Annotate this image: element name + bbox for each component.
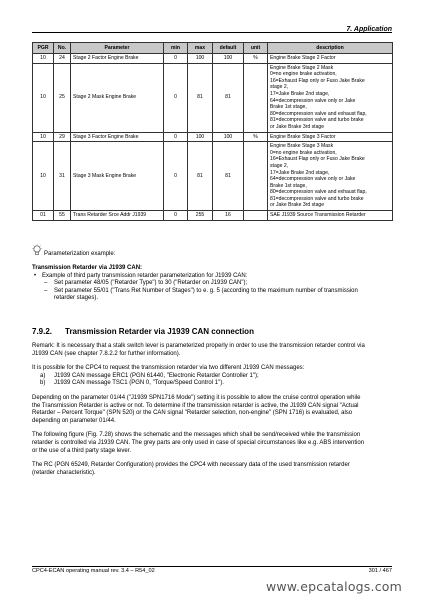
cell-max: 100 bbox=[188, 132, 213, 142]
dash-mark-1: – bbox=[44, 280, 48, 287]
remark-line-1: Remark: It is necessary that a stalk switch lever is parameterized properly in order to use the transmission retarder control via bbox=[32, 343, 365, 349]
table-row bbox=[33, 211, 393, 221]
paragraph-rc bbox=[32, 462, 392, 477]
description-line: 16=Exhaust Flap only or Fuso Jake Brake bbox=[270, 77, 365, 84]
col-header-parameter: Parameter bbox=[71, 43, 164, 54]
cell-description bbox=[268, 132, 393, 142]
example-bullet bbox=[32, 273, 392, 281]
description-line: 0=no engine brake activation, bbox=[270, 71, 337, 78]
cell-min: 0 bbox=[164, 63, 188, 132]
description-line: stage 2, bbox=[270, 162, 289, 169]
description-line: Engine Brake Stage 2 Factor bbox=[270, 55, 336, 61]
description-line: or Jake Brake 3rd stage bbox=[270, 202, 325, 209]
col-header-no: No. bbox=[54, 43, 71, 54]
cell-default: 100 bbox=[213, 54, 244, 64]
cell-pgr: 10 bbox=[33, 132, 54, 142]
description-line: Engine Brake Stage 3 Mask bbox=[270, 143, 334, 150]
paragraph-figure bbox=[32, 432, 392, 455]
table-header-row bbox=[33, 43, 393, 54]
example-subitem-1 bbox=[32, 280, 392, 288]
description-line: SAE J1939 Source Transmission Retarder bbox=[270, 212, 366, 219]
list-text-a: J1939 CAN message ERC1 (PGN 61440, "Electronic Retarder Controller 1"); bbox=[54, 372, 259, 379]
subitem-2-line-2: retarder stages). bbox=[54, 295, 99, 302]
bullet-mark: • bbox=[34, 272, 37, 279]
cell-min: 0 bbox=[164, 54, 188, 64]
description-line: Engine Brake Stage 2 Mask bbox=[270, 64, 334, 71]
cell-parameter: Stage 2 Mask Engine Brake bbox=[71, 63, 164, 132]
cell-max: 255 bbox=[188, 211, 213, 221]
paragraph-remark bbox=[32, 343, 392, 358]
p3-line-2: the Transmission Retarder is active or not. To determine if the transmission retarder is active, the J1939 CAN signal "Actual bbox=[32, 402, 359, 409]
table-body bbox=[33, 54, 393, 221]
p4-line-3: or the use of a third party stage lever. bbox=[32, 447, 132, 454]
dash-mark-2: – bbox=[44, 287, 48, 294]
col-header-pgr: PGR bbox=[33, 43, 54, 54]
cell-description bbox=[268, 142, 393, 211]
table-row bbox=[33, 132, 393, 142]
description-line: 64=decompression valve only or Jake bbox=[270, 176, 356, 183]
description-line: 17=Jake Brake 2nd stage, bbox=[270, 90, 330, 97]
col-header-default: default bbox=[213, 43, 244, 54]
description-line: stage 2, bbox=[270, 84, 289, 91]
example-title: Transmission Retarder via J1939 CAN: bbox=[32, 265, 143, 271]
note-text: Parameterization example: bbox=[44, 251, 116, 257]
list-text-b: J1939 CAN message TSC1 (PGN 0, "Torque/Speed Control 1"). bbox=[54, 380, 224, 387]
list-item bbox=[32, 373, 392, 381]
example-subitem-2 bbox=[32, 288, 392, 303]
cell-unit: % bbox=[244, 132, 268, 142]
cell-default: 16 bbox=[213, 211, 244, 221]
description-line: 80=decompression valve and exhaust flap, bbox=[270, 110, 367, 117]
section-heading bbox=[32, 327, 254, 336]
cell-parameter: Trans Retarder Srce Addr J1939 bbox=[71, 211, 164, 221]
p3-line-4: depending on parameter 01/44. bbox=[32, 417, 116, 424]
subitem-2-line-1: Set parameter 55/01 ("Trans Ret Number of Stages") to e. g. 5 (according to the maximum number of transmission bbox=[54, 287, 358, 294]
p4-line-2: retarder is controlled via J1939 CAN. The grey parts are only used in case of special circumstances like e.g. ABS intervention bbox=[32, 439, 365, 446]
p5-line-1: The RC (PGN 65249, Retarder Configuration) provides the CPC4 with necessary data of the used transmission retarder bbox=[32, 462, 350, 469]
cell-min: 0 bbox=[164, 142, 188, 211]
table-row bbox=[33, 142, 393, 211]
description-line: 0=no engine brake activation, bbox=[270, 149, 337, 156]
col-header-unit: unit bbox=[244, 43, 268, 54]
cell-no: 55 bbox=[54, 211, 71, 221]
cell-pgr: 10 bbox=[33, 63, 54, 132]
cell-default: 81 bbox=[213, 142, 244, 211]
paragraph-spn1716 bbox=[32, 395, 392, 425]
header-divider bbox=[32, 32, 392, 33]
cell-unit: % bbox=[244, 54, 268, 64]
cell-default: 100 bbox=[213, 132, 244, 142]
col-header-description: description bbox=[268, 43, 393, 54]
description-line: Brake 1st stage, bbox=[270, 182, 307, 189]
description-line: 80=decompression valve and exhaust flap, bbox=[270, 189, 367, 196]
description-line: 16=Exhaust Flap only or Fuso Jake Brake bbox=[270, 156, 365, 163]
watermark: www.epcatalogs.com bbox=[265, 579, 402, 594]
section-body bbox=[32, 343, 392, 477]
cell-default: 81 bbox=[213, 63, 244, 132]
page-number: 301 / 467 bbox=[368, 568, 392, 574]
description-line: 81=decompression valve and turbo brake bbox=[270, 195, 364, 202]
cell-unit bbox=[244, 211, 268, 221]
description-line: Engine Brake Stage 3 Factor bbox=[270, 133, 336, 140]
example-bullet-text: Example of third party transmission retarder parameterization for J1939 CAN: bbox=[42, 272, 248, 279]
remark-line-2: J1939 CAN (see chapter 7.8.2.2 for further information). bbox=[32, 350, 181, 357]
cell-parameter: Stage 2 Factor Engine Brake bbox=[71, 54, 164, 64]
cell-unit bbox=[244, 63, 268, 132]
cell-pgr: 10 bbox=[33, 142, 54, 211]
parameter-table bbox=[32, 42, 393, 221]
section-number: 7.9.2. bbox=[32, 327, 53, 336]
cell-parameter: Stage 3 Factor Engine Brake bbox=[71, 132, 164, 142]
cell-parameter: Stage 3 Mask Engine Brake bbox=[71, 142, 164, 211]
chapter-title: 7. Application bbox=[346, 26, 392, 33]
cell-no: 24 bbox=[54, 54, 71, 64]
cell-description bbox=[268, 63, 393, 132]
p3-line-3: Retarder – Percent Torque" (SPN 520) or the CAN signal "Retarder selection, non-engine" (SPN 1716) is evaluated, also bbox=[32, 410, 353, 417]
cell-description bbox=[268, 54, 393, 64]
cell-min: 0 bbox=[164, 211, 188, 221]
lightbulb-icon bbox=[32, 244, 42, 258]
p4-line-1: The following figure (Fig. 7.28) shows the schematic and the messages which shall be send/received while the transmission bbox=[32, 432, 361, 439]
list-item bbox=[32, 380, 392, 388]
cell-no: 29 bbox=[54, 132, 71, 142]
subitem-1-line: Set parameter 48/05 ("Retarder Type") to 30 ("Retarder on J1939 CAN"); bbox=[54, 280, 248, 287]
list-mark-a: a) bbox=[40, 372, 46, 379]
p5-line-2: (retarder characteristic). bbox=[32, 469, 96, 476]
list-mark-b: b) bbox=[40, 380, 46, 387]
description-line: Brake 1st stage, bbox=[270, 104, 307, 111]
description-line: 64=decompression valve only or Jake bbox=[270, 97, 356, 104]
cell-min: 0 bbox=[164, 132, 188, 142]
cell-max: 81 bbox=[188, 142, 213, 211]
cell-no: 25 bbox=[54, 63, 71, 132]
footer-divider bbox=[32, 566, 392, 567]
section-title: Transmission Retarder via J1939 CAN connection bbox=[65, 327, 254, 336]
col-header-max: max bbox=[188, 43, 213, 54]
col-header-min: min bbox=[164, 43, 188, 54]
example-block bbox=[32, 265, 392, 303]
footer-document-title: CPC4-ECAN operating manual rev. 3.4 – R54_02 bbox=[32, 568, 155, 574]
cell-no: 31 bbox=[54, 142, 71, 211]
cell-pgr: 10 bbox=[33, 54, 54, 64]
table-row bbox=[33, 63, 393, 132]
table-row bbox=[33, 54, 393, 64]
cell-max: 100 bbox=[188, 54, 213, 64]
cell-description bbox=[268, 211, 393, 221]
description-line: 81=decompression valve and turbo brake bbox=[270, 117, 364, 124]
paragraph-messages: It is possible for the CPC4 to request the transmission retarder via two different J1939 CAN messages: bbox=[32, 365, 305, 372]
cell-unit bbox=[244, 142, 268, 211]
cell-max: 81 bbox=[188, 63, 213, 132]
description-line: or Jake Brake 3rd stage bbox=[270, 123, 325, 130]
description-line: 17=Jake Brake 2nd stage, bbox=[270, 169, 330, 176]
p3-line-1: Depending on the parameter 01/44 ("J1939 SPN1716 Mode") setting it is possible to allow the cruise control operation while bbox=[32, 394, 361, 401]
cell-pgr: 01 bbox=[33, 211, 54, 221]
